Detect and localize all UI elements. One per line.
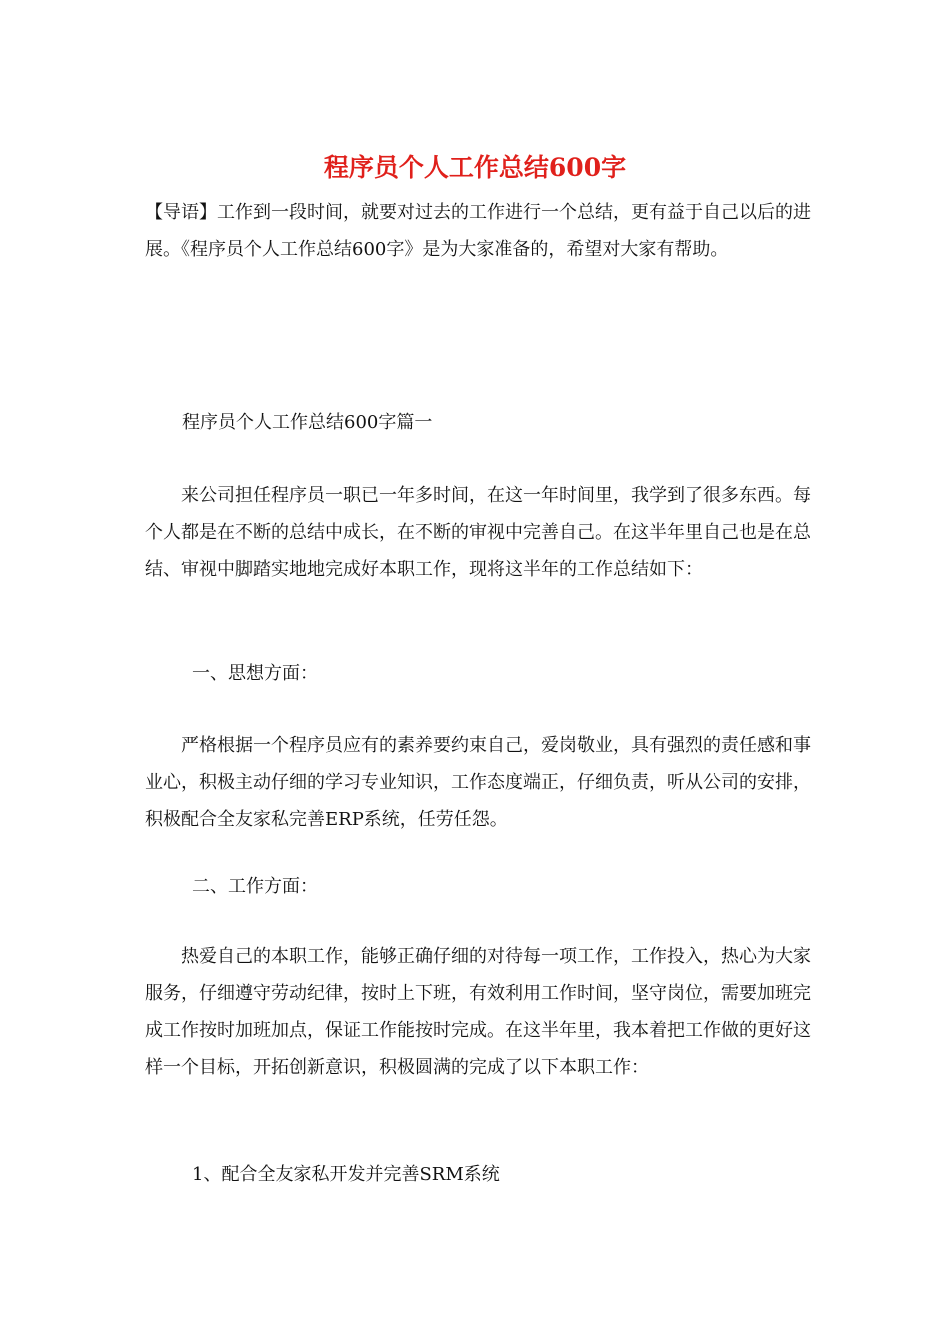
document-title: 程序员个人工作总结600字 [323, 153, 627, 182]
heading-thought: 一、思想方面： [192, 663, 318, 684]
section-title: 程序员个人工作总结600字篇一 [182, 412, 433, 433]
heading-srm: 1、配合全友家私开发并完善SRM系统 [192, 1164, 500, 1185]
thought-paragraph: 严格根据一个程序员应有的素养要约束自己，爱岗敬业，具有强烈的责任感和事业心，积极主动仔细的学习专业知识，工作态度端正，仔细负责，听从公司的安排，积极配合全友家私完善ERP系统，任劳任怨。 [145, 735, 811, 830]
work-paragraph: 热爱自己的本职工作，能够正确仔细的对待每一项工作，工作投入，热心为大家服务，仔细遵守劳动纪律，按时上下班，有效利用工作时间，坚守岗位，需要加班完成工作按时加班加点，保证工作能按时完成。在这半年里，我本着把工作做的更好这样一个目标，开拓创新意识，积极圆满的完成了以下本职工作： [145, 946, 811, 1078]
lead-paragraph: 【导语】工作到一段时间，就要对过去的工作进行一个总结，更有益于自己以后的进展。《程序员个人工作总结600字》是为大家准备的，希望对大家有帮助。 [145, 202, 811, 260]
intro-paragraph: 来公司担任程序员一职已一年多时间，在这一年时间里，我学到了很多东西。每个人都是在不断的总结中成长，在不断的审视中完善自己。在这半年里自己也是在总结、审视中脚踏实地地完成好本职工作，现将这半年的工作总结如下： [145, 485, 811, 580]
heading-work: 二、工作方面： [192, 876, 318, 897]
